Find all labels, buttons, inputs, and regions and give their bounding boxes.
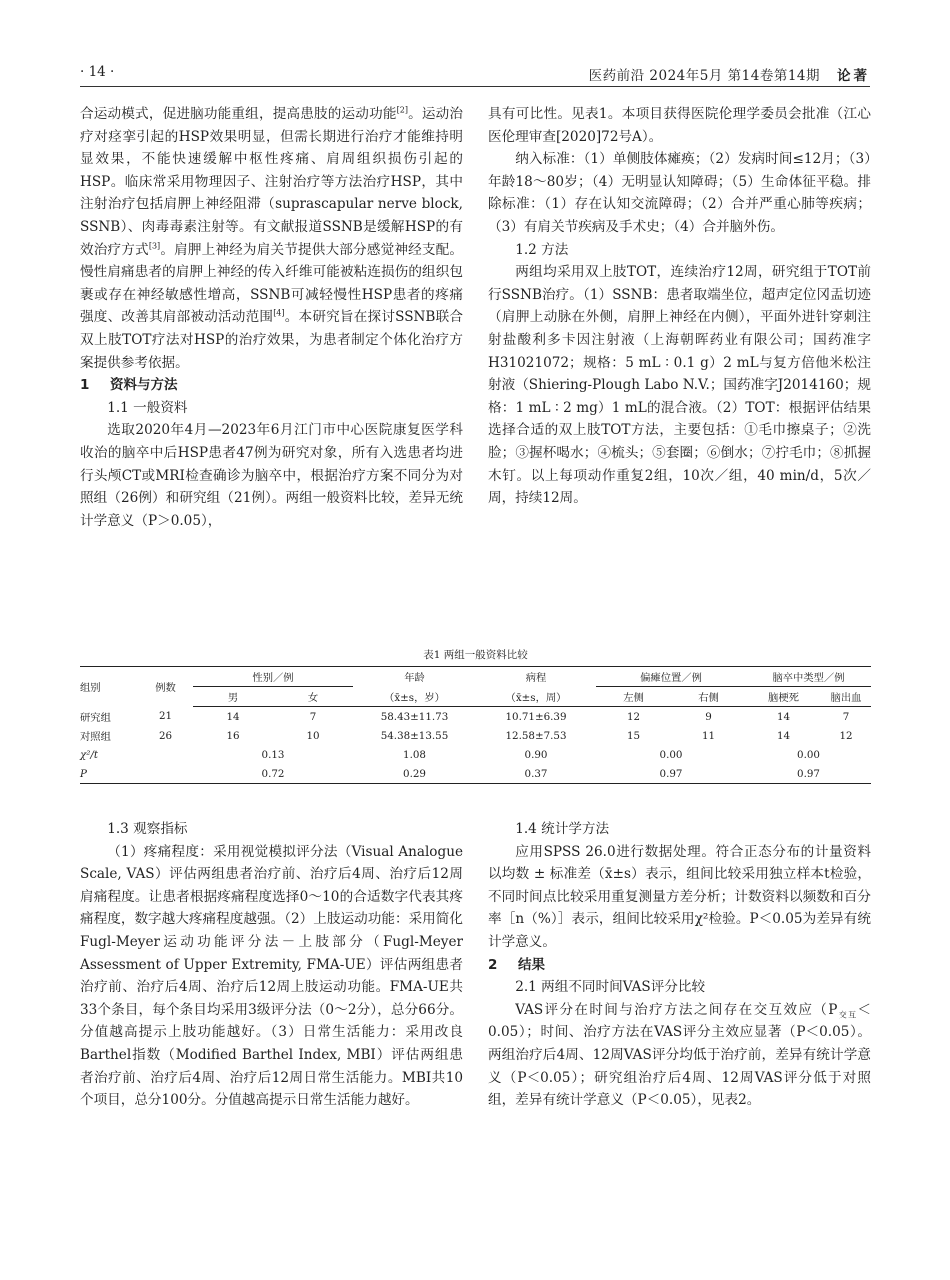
th-age-sub: （x̄±s，岁） (353, 687, 476, 707)
th-hemor: 脑出血 (821, 687, 871, 707)
right-column-top (488, 103, 871, 510)
table-row: 对照组 26 16 10 54.38±13.55 12.58±7.53 15 11 14 12 (80, 729, 853, 743)
general-data-paragraph: 选取2020年4月—2023年6月江门市中心医院康复医学科收治的脑卒中后HSP患者47例为研究对象，所有入选患者均进行头颅CT或MRI检查确诊为脑卒中，根据治疗方案不同分为对照组（26例）和研究组（21例）。两组一般资料比较，差异无统计学意义（P＞0.05）， (80, 422, 463, 529)
indicators-paragraph: （1）疼痛程度：采用视觉模拟评分法（Visual Analogue Scale, VAS）评估两组患者治疗前、治疗后4周、治疗后12周肩痛程度。让患者根据疼痛程度选择0～10的合适数字代表其疼痛程度，数字越大疼痛程度越强。（2）上肢运动功能：采用简化Fugl-Meyer运动功能评分法－上肢部分（Fugl-Meyer Assessment of Upper Extremity, FMA-UE）评估两组患者治疗前、治疗后4周、治疗后12周上肢运动功能。FMA-UE共33个条目，每个条目均采用3级评分法（0～2分），总分66分。分值越高提示上肢功能越好。（3）日常生活能力：采用改良Barthel指数（Modified Barthel Index, MBI）评估两组患者治疗前、治疗后4周、治疗后12周日常生活能力。MBI共10个项目，总分100分。分值越高提示日常生活能力越好。 (80, 843, 463, 1109)
th-right: 右侧 (671, 687, 746, 707)
page-number: · 14 · (80, 64, 115, 80)
subsection-heading-2-1: 2.1 两组不同时间VAS评分比较 (515, 979, 706, 996)
table-row: 研究组 21 14 7 58.43±11.73 10.71±6.39 12 9 14 7 (80, 710, 850, 724)
th-infarct: 脑梗死 (746, 687, 821, 707)
th-side: 偏瘫位置／例 (596, 667, 746, 687)
section-heading-1: 1 资料与方法 (80, 377, 178, 394)
stats-paragraph: 应用SPSS 26.0进行数据处理。符合正态分布的计量资料以均数 ± 标准差（x̄±s）表示，组间比较采用独立样本t检验，不同时间点比较采用重复测量方差分析；计数资料以频数和百分率［n（%）］表示，组间比较采用χ²检验。P＜0.05为差异有统计学意义。 (488, 843, 871, 950)
results-paragraph: VAS评分在时间与治疗方法之间存在交互效应$(P_{交互}<0.05)$；时间、治疗方法在VAS评分主效应显著（P＜0.05）。两组治疗后4周、12周VAS评分均低于治疗前，差异有统计学意义（P＜0.05）；研究组治疗后4周、12周VAS评分低于对照组，差异有统计学意义（P＜0.05），见表2。 (488, 1001, 871, 1109)
left-column-top (80, 103, 463, 532)
right-column-bottom (488, 818, 871, 1112)
subsection-heading-1-2: 1.2 方法 (515, 241, 569, 258)
th-n: 例数 (138, 667, 193, 707)
th-left: 左侧 (596, 687, 671, 707)
criteria-paragraph: 纳入标准：（1）单侧肢体瘫痪；（2）发病时间≤12月；（3）年龄18～80岁；（4）无明显认知障碍；（5）生命体征平稳。排除标准：（1）存在认知交流障碍；（2）合并严重心肺等疾病；（3）有肩关节疾病及手术史；（4）合并脑外伤。 (488, 151, 871, 235)
table-row-stat: χ²/t 0.13 1.08 0.90 0.00 0.00 (80, 748, 820, 761)
th-sex: 性别／例 (193, 667, 353, 687)
th-course: 病程 (476, 667, 596, 687)
baseline-table (80, 666, 871, 784)
th-male: 男 (193, 687, 273, 707)
th-group: 组别 (80, 667, 138, 707)
running-header (80, 64, 870, 87)
th-course-sub: （x̄±s，周） (476, 687, 596, 707)
th-type: 脑卒中类型／例 (746, 667, 871, 687)
methods-paragraph: 两组均采用双上肢TOT，连续治疗12周，研究组于TOT前行SSNB治疗。（1）SSNB：患者取端坐位，超声定位冈盂切迹（肩胛上动脉在外侧，肩胛上神经在内侧），平面外进针穿刺注射盐酸利多卡因注射液（上海朝晖药业有限公司；国药准字H31021072；规格：5 mL ∶ 0.1 g）2 mL与复方倍他米松注射液（Shiering-Plough Labo N.V.；国药准字J2014160；规格：1 mL ∶ 2 mg）1 mL的混合液。（2）TOT：根据评估结果选择合适的双上肢TOT方法，主要包括：①毛巾擦桌子；②洗脸；③握杯喝水；④梳头；⑤套圈；⑥倒水；⑦拧毛巾；⑧抓握木钉。以上每项动作重复2组，10次／组，40 min/d，5次／周，持续12周。 (488, 264, 871, 507)
subsection-heading-1-1: 1.1 一般资料 (107, 399, 188, 416)
left-column-bottom (80, 818, 463, 1112)
table-caption: 表1 两组一般资料比较 (423, 649, 528, 661)
ethics-paragraph: 具有可比性。见表1。本项目获得医院伦理学委员会批准（江心医伦理审查[2020]72号A）。 (488, 106, 871, 145)
th-female: 女 (273, 687, 353, 707)
section-heading-2: 2 结果 (488, 956, 545, 973)
subsection-heading-1-3: 1.3 观察指标 (107, 821, 188, 837)
table-row-p: P 0.72 0.29 0.37 0.97 0.97 (80, 764, 871, 784)
table-1 (80, 647, 871, 784)
th-age: 年龄 (353, 667, 476, 687)
journal-info: 医药前沿 2024年5月 第14卷第14期 (588, 68, 820, 84)
subsection-heading-1-4: 1.4 统计学方法 (515, 821, 610, 837)
section-label: 论著 (837, 68, 870, 84)
intro-paragraph: 合运动模式，促进脑功能重组，提高患肢的运动功能[2]。运动治疗对痉挛引起的HSP效果明显，但需长期进行治疗才能维持明显效果，不能快速缓解中枢性疼痛、肩周组织损伤引起的HSP。临床常采用物理因子、注射治疗等方法治疗HSP，其中注射治疗包括肩胛上神经阻滞（suprascapular nerve block, SSNB）、肉毒毒素注射等。有文献报道SSNB是缓解HSP的有效治疗方式[3]。肩胛上神经为肩关节提供大部分感觉神经支配。慢性肩痛患者的肩胛上神经的传入纤维可能被粘连损伤的组织包裹或存在神经敏感性增高，SSNB可减轻慢性HSP患者的疼痛强度、改善其肩部被动活动范围[4]。本研究旨在探讨SSNB联合双上肢TOT疗法对HSP的治疗效果，为患者制定个体化治疗方案提供参考依据。 (80, 105, 464, 371)
